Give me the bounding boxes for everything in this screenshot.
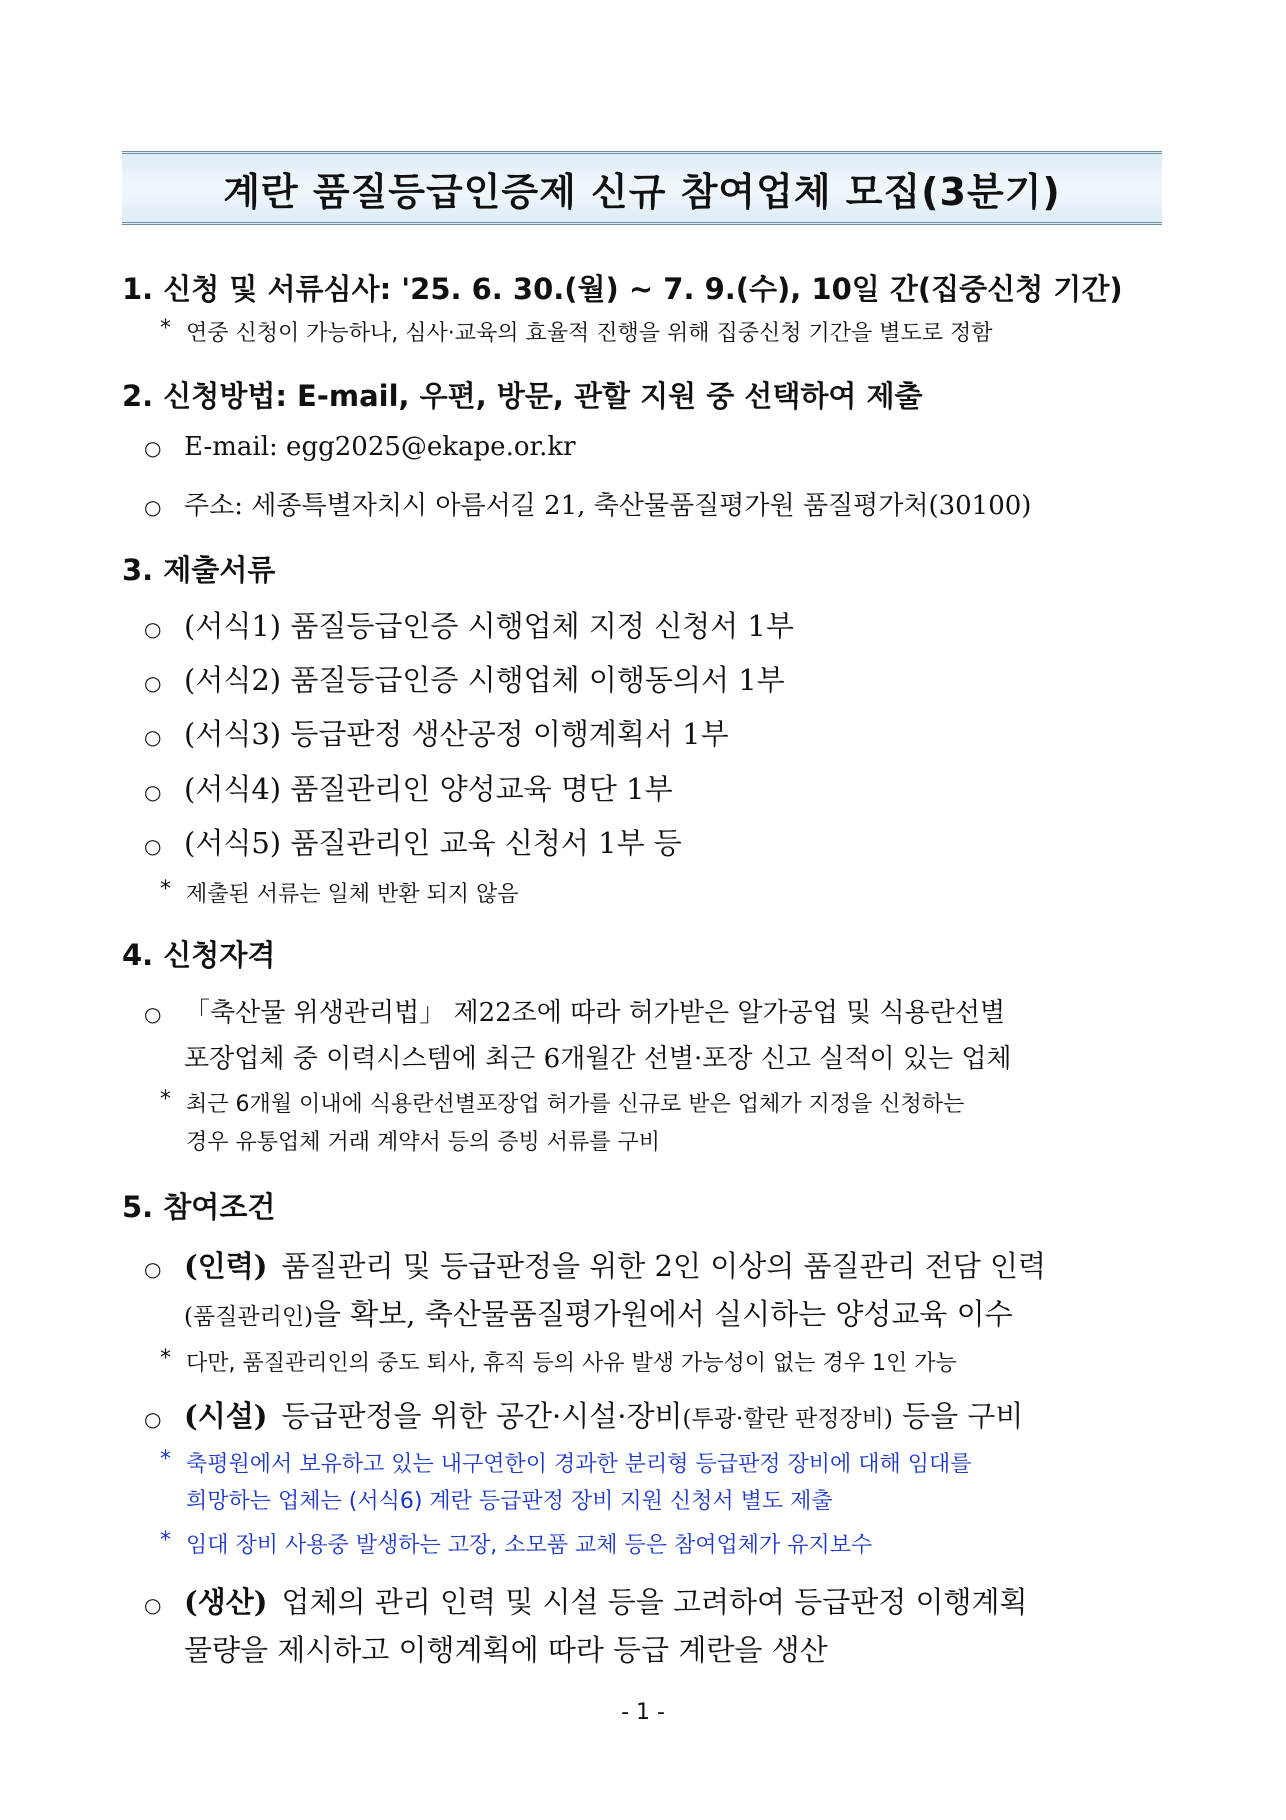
condition-production-line-2: 물량을 제시하고 이행계획에 따라 등급 계란을 생산 <box>184 1633 828 1667</box>
section-4-heading: 4. 신청자격 <box>122 938 276 972</box>
personnel-note: * 다만, 품질관리인의 중도 퇴사, 휴직 등의 사유 발생 가능성이 없는 경우 1인 가능 <box>160 1346 957 1376</box>
title-banner <box>122 151 1162 225</box>
email-line: ○ E-mail: egg2025@ekape.or.kr <box>144 432 576 462</box>
section-5-heading: 5. 참여조건 <box>122 1190 276 1224</box>
label-personnel: (인력) <box>184 1249 268 1283</box>
section-4-note-2: 경우 유통업체 거래 계약서 등의 증빙 서류를 구비 <box>186 1130 660 1155</box>
facility-note-2: * 임대 장비 사용중 발생하는 고장, 소모품 교체 등은 참여업체가 유지보수 <box>160 1528 873 1558</box>
document-item: ○ (서식3) 등급판정 생산공정 이행계획서 1부 <box>144 717 729 751</box>
bullet-icon: ○ <box>144 436 162 460</box>
bullet-icon: ○ <box>144 780 162 804</box>
condition-production: ○ (생산) 업체의 관리 인력 및 시설 등을 고려하여 등급판정 이행계획 <box>144 1580 1028 1621</box>
document-title: 계란 품질등급인증제 신규 참여업체 모집(3분기) <box>223 169 1061 214</box>
condition-facility: ○ (시설) 등급판정을 위한 공간·시설·장비 (투광·할란 판정장비) 등을 구비 <box>144 1394 1023 1435</box>
document-item: ○ (서식5) 품질관리인 교육 신청서 1부 등 <box>144 826 682 860</box>
document-item: ○ (서식2) 품질등급인증 시행업체 이행동의서 1부 <box>144 663 785 697</box>
facility-note-1-cont: 희망하는 업체는 (서식6) 계란 등급판정 장비 지원 신청서 별도 제출 <box>186 1489 833 1514</box>
bullet-icon: ○ <box>144 1002 162 1026</box>
bullet-icon: ○ <box>144 617 162 641</box>
section-4-note-1: * 최근 6개월 이내에 식용란선별포장업 허가를 신규로 받은 업체가 지정을 신청하는 <box>160 1087 965 1117</box>
address-line: ○ 주소: 세종특별자치시 아름서길 21, 축산물품질평가원 품질평가처(30100) <box>144 491 1032 521</box>
document-item: ○ (서식4) 품질관리인 양성교육 명단 1부 <box>144 772 673 806</box>
section-3-note: * 제출된 서류는 일체 반환 되지 않음 <box>160 877 519 907</box>
section-2-heading: 2. 신청방법: E-mail, 우편, 방문, 관할 지원 중 선택하여 제출 <box>122 379 923 413</box>
bullet-icon: ○ <box>144 1593 162 1617</box>
bullet-icon: ○ <box>144 671 162 695</box>
eligibility-line-2: 포장업체 중 이력시스템에 최근 6개월간 선별·포장 신고 실적이 있는 업체 <box>184 1044 1012 1074</box>
bullet-icon: ○ <box>144 1407 162 1431</box>
condition-personnel: ○ (인력) 품질관리 및 등급판정을 위한 2인 이상의 품질관리 전담 인력 <box>144 1244 1046 1285</box>
bullet-icon: ○ <box>144 495 162 519</box>
section-1-note: * 연중 신청이 가능하나, 심사·교육의 효율적 진행을 위해 집중신청 기간을 별도로 정함 <box>160 316 993 346</box>
eligibility-line-1: ○ 「축산물 위생관리법」 제22조에 따라 허가받은 알가공업 및 식용란선별 <box>144 998 1006 1028</box>
page-number: - 1 - <box>621 1700 665 1725</box>
bullet-icon: ○ <box>144 834 162 858</box>
facility-note-1: * 축평원에서 보유하고 있는 내구연한이 경과한 분리형 등급판정 장비에 대해 임대를 <box>160 1447 972 1477</box>
section-3-heading: 3. 제출서류 <box>122 553 276 587</box>
label-production: (생산) <box>184 1585 268 1619</box>
condition-personnel-line-2: (품질관리인) 을 확보, 축산물품질평가원에서 실시하는 양성교육 이수 <box>184 1297 1013 1331</box>
bullet-icon: ○ <box>144 725 162 749</box>
document-item: ○ (서식1) 품질등급인증 시행업체 지정 신청서 1부 <box>144 609 794 643</box>
label-facility: (시설) <box>184 1399 268 1433</box>
bullet-icon: ○ <box>144 1257 162 1281</box>
section-1-heading: 1. 신청 및 서류심사: '25. 6. 30.(월) ~ 7. 9.(수), 10일 간(집중신청 기간) <box>122 272 1123 306</box>
